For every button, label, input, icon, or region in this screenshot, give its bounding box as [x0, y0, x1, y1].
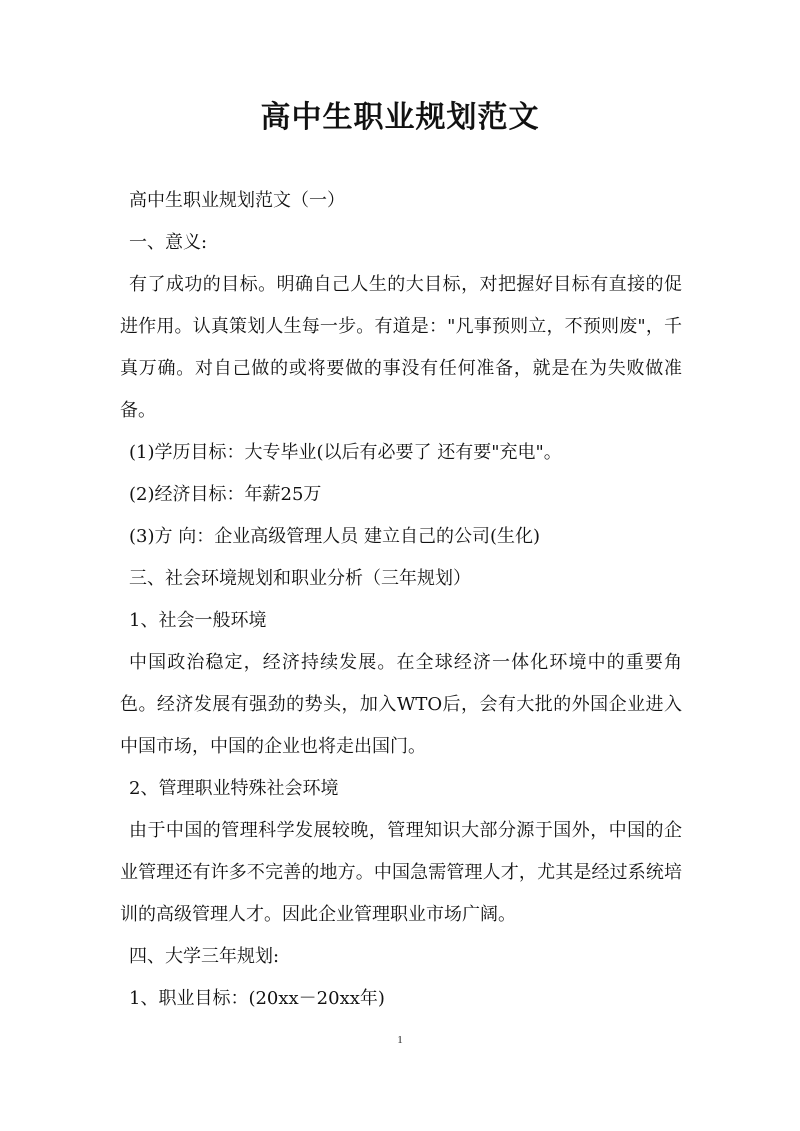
page-number: 1 — [397, 1034, 403, 1046]
paragraph-general-environment: 中国政治稳定，经济持续发展。在全球经济一体化环境中的重要角色。经济发展有强劲的势头，加入WTO后，会有大批的外国企业进入中国市场，中国的企业也将走出国门。 — [120, 652, 682, 757]
subheading-career-goal: 1、职业目标：(20xx－20xx年) — [129, 988, 385, 1009]
list-item-education-goal: (1)学历目标：大专毕业(以后有必要了 还有要"充电"。 — [129, 442, 562, 463]
list-item-economic-goal: (2)经济目标：年薪25万 — [129, 484, 322, 505]
section-heading-social-environment: 三、社会环境规划和职业分析（三年规划） — [129, 568, 471, 589]
section-heading-essay-one: 高中生职业规划范文（一） — [129, 190, 345, 211]
paragraph-goal: 有了成功的目标。明确自己人生的大目标，对把握好目标有直接的促进作用。认真策划人生每一步。有道是："凡事预则立，不预则废"，千真万确。对自己做的或将要做的事没有任何准备，就是在为失败做准备。 — [120, 274, 682, 421]
subheading-management-environment: 2、管理职业特殊社会环境 — [129, 778, 339, 799]
section-heading-meaning: 一、意义: — [129, 232, 208, 253]
document-body — [120, 180, 682, 1020]
section-heading-college-plan: 四、大学三年规划: — [129, 946, 280, 967]
document-title: 高中生职业规划范文 — [260, 100, 540, 135]
paragraph-management-environment: 由于中国的管理科学发展较晚，管理知识大部分源于国外，中国的企业管理还有许多不完善的地方。中国急需管理人才，尤其是经过系统培训的高级管理人才。因此企业管理职业市场广阔。 — [120, 820, 682, 925]
list-item-direction: (3)方 向：企业高级管理人员 建立自己的公司(生化) — [129, 526, 540, 547]
subheading-general-environment: 1、社会一般环境 — [129, 610, 267, 631]
